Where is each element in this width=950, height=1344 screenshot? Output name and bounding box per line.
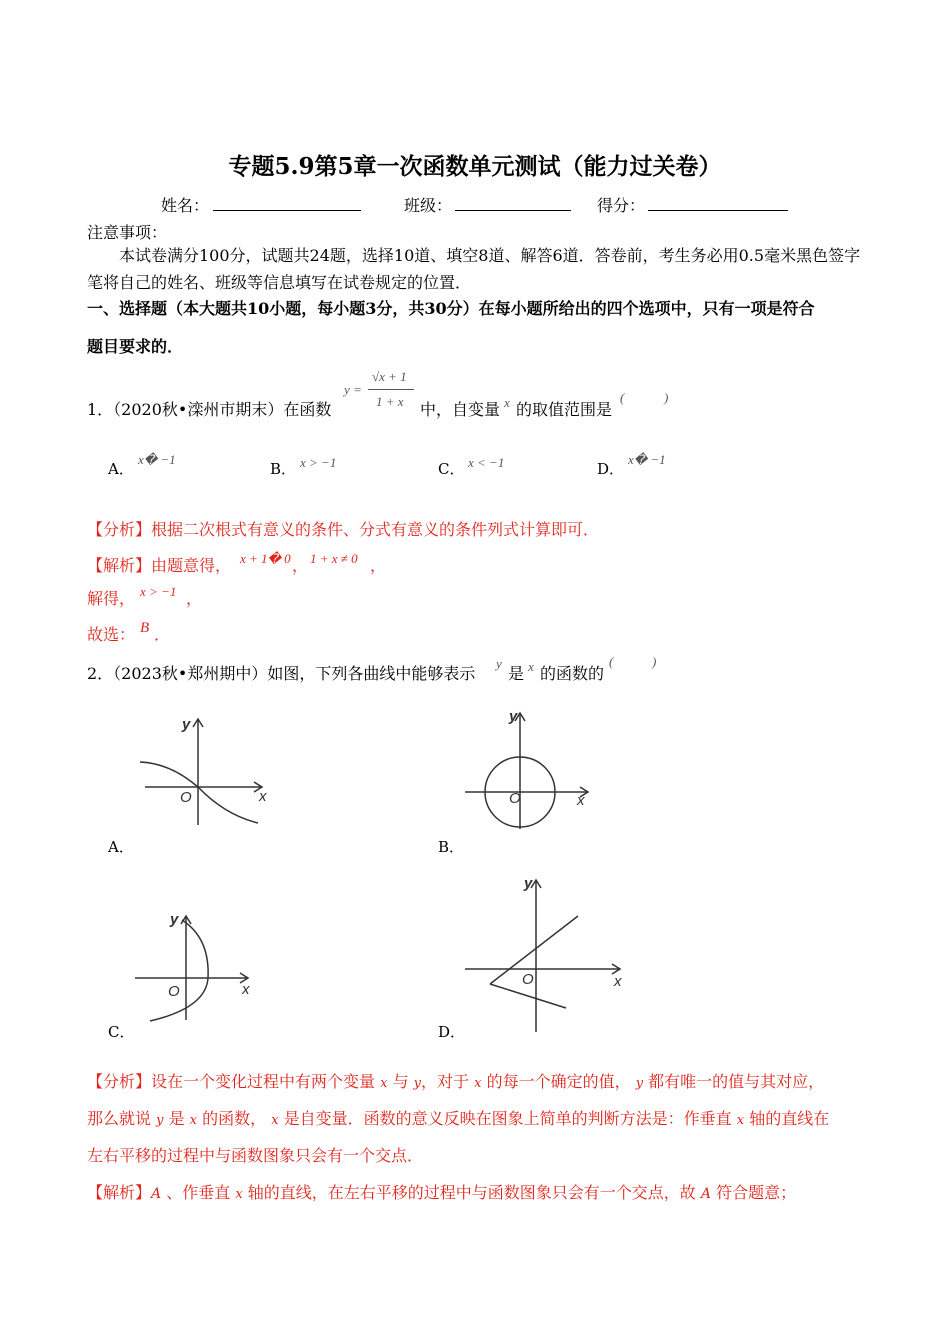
q2-a2-var1: y bbox=[156, 1113, 164, 1128]
section-heading: 一、选择题（本大题共10小题，每小题3分，共30分）在每小题所给出的四个选项中，只有一项是符合 bbox=[87, 299, 815, 318]
q1-option-d-label[interactable]: D． bbox=[597, 460, 625, 478]
q2-suffix: 的函数的 bbox=[540, 664, 605, 683]
q2-a1-var3: x bbox=[474, 1076, 482, 1091]
q1-mid: 中，自变量 bbox=[420, 400, 501, 419]
q1-option-c-label[interactable]: C． bbox=[438, 460, 465, 478]
q1-choose-text: 故选： bbox=[87, 625, 136, 644]
q2-a2-text3: 的函数， bbox=[202, 1109, 267, 1128]
q1-solve-expr: x > −1 bbox=[140, 584, 177, 599]
graph-a-y-label: y bbox=[182, 716, 191, 733]
page-title: 专题5.9第5章一次函数单元测试（能力过关卷） bbox=[228, 153, 722, 180]
graph-b-origin-label: O bbox=[509, 790, 521, 807]
q1-sol-comma1: ， bbox=[292, 556, 309, 575]
q2-a1-var2: y bbox=[413, 1076, 422, 1091]
class-blank[interactable] bbox=[455, 210, 571, 211]
graph-d bbox=[460, 870, 630, 1032]
q2-a2-text1: 那么就说 bbox=[87, 1109, 152, 1128]
class-label: 班级： bbox=[404, 196, 453, 215]
graph-d-y-label: y bbox=[524, 875, 533, 892]
q2-a1-text2: 与 bbox=[392, 1072, 409, 1091]
q2-a2-text5: 轴的直线在 bbox=[749, 1109, 830, 1128]
q1-analysis-tag: 【分析】 bbox=[87, 520, 152, 539]
q2-option-c-label[interactable]: C． bbox=[108, 1023, 135, 1041]
q1-option-b-expr: x > −1 bbox=[300, 455, 337, 470]
q2-sol-text1: 、作垂直 bbox=[166, 1183, 231, 1202]
q1-sol-comma2: ， bbox=[370, 556, 387, 575]
graph-c-origin-label: O bbox=[168, 983, 180, 1000]
q1-solution bbox=[87, 553, 231, 576]
q1-paren-close: ) bbox=[664, 390, 669, 405]
q1-option-a-label[interactable]: A． bbox=[108, 460, 134, 478]
q2-sol-var2: x bbox=[235, 1187, 243, 1202]
notice-heading: 注意事项： bbox=[87, 223, 168, 242]
q2-sol-text2: 轴的直线，在左右平移的过程中与函数图象只会有一个交点，故 bbox=[247, 1183, 696, 1202]
q2-a1-text4: 的每一个确定的值， bbox=[486, 1072, 631, 1091]
score-label: 得分： bbox=[597, 196, 646, 215]
q1-var-x: x bbox=[504, 395, 510, 410]
q2-sol-var1: A bbox=[151, 1186, 162, 1202]
q2-a1-text3: ，对于 bbox=[421, 1072, 470, 1091]
q2-prefix: 2．（2023秋•郑州期中）如图，下列各曲线中能够表示 bbox=[87, 664, 476, 683]
q2-a2-var3: x bbox=[271, 1113, 279, 1128]
q2-a2-var2: x bbox=[189, 1113, 198, 1128]
q2-solution-line bbox=[87, 1180, 796, 1203]
q2-var-y: y bbox=[496, 656, 502, 671]
q1-formula-numerator: √x + 1 bbox=[372, 369, 407, 384]
graph-b-x-label: x bbox=[577, 792, 585, 809]
q1-suffix: 的取值范围是 bbox=[516, 400, 613, 419]
q2-analysis-line2 bbox=[87, 1106, 829, 1129]
graph-a-origin-label: O bbox=[180, 789, 192, 806]
q2-a1-var1: x bbox=[380, 1076, 388, 1091]
q1-formula-y: y = bbox=[344, 382, 362, 397]
q1-sol-expr1: x + 1� 0 bbox=[240, 551, 291, 566]
graph-d-x-label: x bbox=[614, 973, 622, 990]
q2-sol-text3: 符合题意； bbox=[716, 1183, 797, 1202]
q2-paren-open: ( bbox=[609, 654, 614, 669]
graph-d-origin-label: O bbox=[522, 971, 534, 988]
q1-solve-comma: ， bbox=[186, 589, 203, 608]
q1-prefix: 1．（2020秋•滦州市期末）在函数 bbox=[87, 400, 332, 419]
score-blank[interactable] bbox=[648, 210, 788, 211]
q2-a1-var4: y bbox=[635, 1076, 644, 1091]
q2-a1-text1: 设在一个变化过程中有两个变量 bbox=[151, 1072, 376, 1091]
graph-a-curve bbox=[140, 762, 258, 823]
q1-option-c-expr: x < −1 bbox=[468, 455, 505, 470]
q2-sol-var3: A bbox=[700, 1186, 712, 1202]
graph-c-y-label: y bbox=[170, 911, 179, 928]
q1-solution-tag: 【解析】 bbox=[87, 556, 152, 575]
q1-paren-open: ( bbox=[620, 390, 625, 405]
q1-formula-denominator: 1 + x bbox=[376, 394, 404, 409]
q1-option-d-expr: x� −1 bbox=[628, 452, 666, 467]
notice-body: 本试卷满分100分，试题共24题，选择10道、填空8道、解答6道．答卷前，考生务必用0.5毫米黑色签字笔将自己的姓名、班级等信息填写在试卷规定的位置． bbox=[87, 246, 861, 292]
graph-b bbox=[460, 705, 600, 830]
q2-solution-tag: 【解析】 bbox=[87, 1183, 152, 1202]
graph-c-curve bbox=[150, 920, 208, 1021]
q2-a2-text4: 是自变量．函数的意义反映在图象上简单的判断方法是：作垂直 bbox=[283, 1109, 732, 1128]
graph-a bbox=[130, 705, 280, 830]
graph-a-x-label: x bbox=[259, 788, 267, 805]
graph-c bbox=[130, 908, 260, 1026]
name-blank[interactable] bbox=[213, 210, 361, 211]
q2-option-b-label[interactable]: B． bbox=[438, 838, 465, 856]
q2-analysis-tag: 【分析】 bbox=[87, 1072, 152, 1091]
q1-solve-text: 解得， bbox=[87, 589, 136, 608]
q1-option-a-expr: x� −1 bbox=[138, 452, 176, 467]
q2-analysis-line1 bbox=[87, 1069, 824, 1092]
name-label: 姓名： bbox=[161, 196, 210, 215]
q1-option-b-label[interactable]: B． bbox=[270, 460, 297, 478]
graph-b-y-label: y bbox=[509, 708, 518, 725]
q2-var-x: x bbox=[528, 659, 534, 674]
q1-fraction-bar bbox=[368, 389, 414, 390]
q2-a2-text2: 是 bbox=[168, 1109, 185, 1128]
q2-analysis-line3: 左右平移的过程中与函数图象只会有一个交点． bbox=[87, 1146, 424, 1165]
q1-choose-expr: B bbox=[140, 620, 150, 636]
q1-sol-expr2: 1 + x ≠ 0 bbox=[310, 551, 358, 566]
q1-choose-end: ． bbox=[154, 625, 171, 644]
graph-c-x-label: x bbox=[242, 981, 250, 998]
q1-analysis bbox=[87, 517, 599, 540]
q2-option-a-label[interactable]: A． bbox=[108, 838, 134, 856]
q1-solution-text: 由题意得， bbox=[151, 556, 232, 575]
graph-d-line-up bbox=[490, 916, 578, 984]
section-heading-cont: 题目要求的． bbox=[87, 337, 184, 356]
q2-paren-close: ) bbox=[652, 654, 657, 669]
q2-option-d-label[interactable]: D． bbox=[438, 1023, 466, 1041]
q2-mid: 是 bbox=[508, 664, 525, 683]
q2-a1-text5: 都有唯一的值与其对应， bbox=[648, 1072, 825, 1091]
q2-a2-var4: x bbox=[736, 1113, 745, 1128]
q1-analysis-text: 根据二次根式有意义的条件、分式有意义的条件列式计算即可． bbox=[151, 520, 600, 539]
